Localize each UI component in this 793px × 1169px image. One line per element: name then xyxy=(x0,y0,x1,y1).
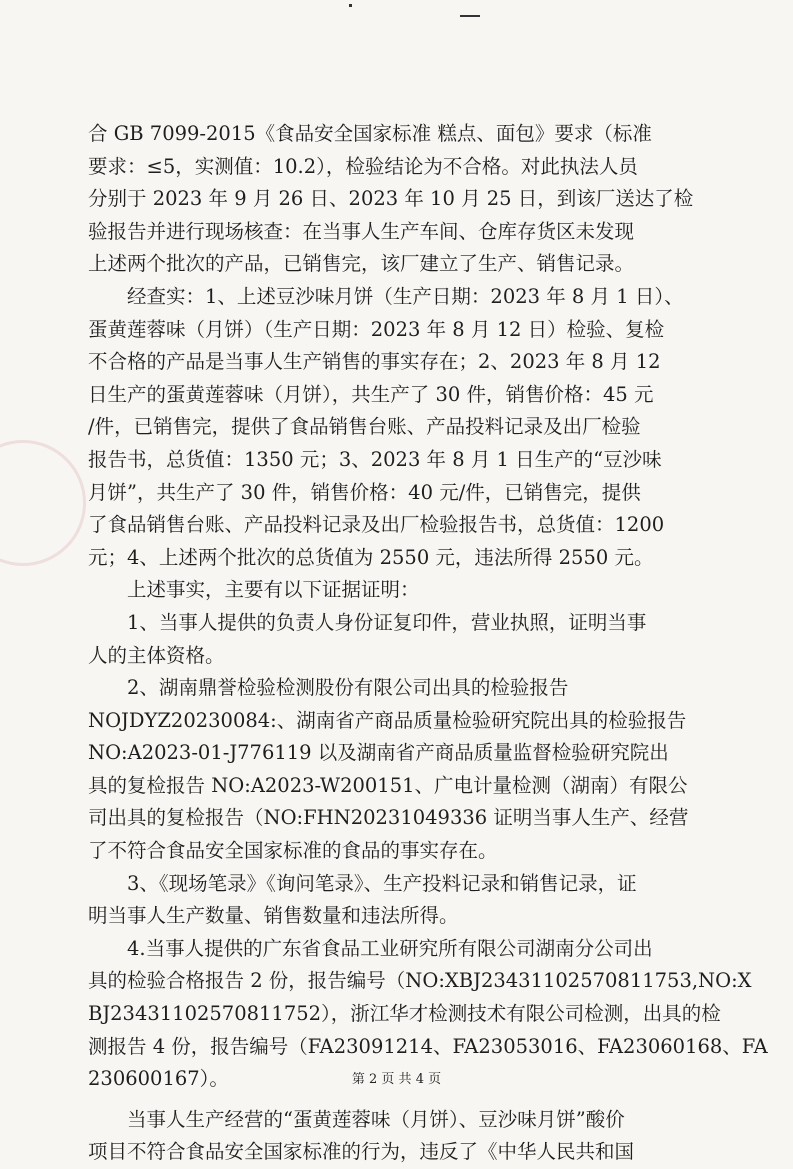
text-line: 上述事实，主要有以下证据证明： xyxy=(127,578,420,602)
scan-speck xyxy=(460,15,480,17)
text-line: 合 GB 7099-2015《食品安全国家标准 糕点、面包》要求（标准 xyxy=(88,122,652,145)
text-line: 人的主体资格。 xyxy=(88,643,225,667)
text-line: 了不符合食品安全国家标准的食品的事实存在。 xyxy=(88,839,498,863)
text-line: 1、当事人提供的负责人身份证复印件，营业执照，证明当事 xyxy=(127,610,647,634)
text-line: 3、《现场笔录》《询问笔录》、生产投料记录和销售记录，证 xyxy=(127,871,637,895)
text-line: BJ23431102570811752），浙江华才检测技术有限公司检测，出具的检 xyxy=(88,1002,721,1026)
text-line: 元；4、上述两个批次的总货值为 2550 元，违法所得 2550 元。 xyxy=(88,545,654,569)
text-line: NO:A2023-01-J776119 以及湖南省产商品质量监督检验研究院出 xyxy=(88,741,669,765)
text-line: 司出具的复检报告（NO:FHN20231049336 证明当事人生产、经营 xyxy=(88,806,689,830)
text-line: NOJDYZ20230084:、湖南省产商品质量检验研究院出具的检验报告 xyxy=(88,708,687,732)
text-line: 测报告 4 份，报告编号（FA23091214、FA23053016、FA23060168、FA xyxy=(88,1034,768,1058)
text-line: 经查实：1、上述豆沙味月饼（生产日期：2023 年 8 月 1 日）、 xyxy=(127,284,684,308)
text-line: 日生产的蛋黄莲蓉味（月饼），共生产了 30 件，销售价格：45 元 xyxy=(88,382,654,406)
text-line: 报告书，总货值：1350 元；3、2023 年 8 月 1 日生产的“豆沙味 xyxy=(88,447,662,471)
page-number: 第 2 页 共 4 页 xyxy=(351,1072,442,1087)
text-line: 2、湖南鼎誉检验检测股份有限公司出具的检验报告 xyxy=(127,676,569,700)
text-line: 当事人生产经营的“蛋黄莲蓉味（月饼）、豆沙味月饼”酸价 xyxy=(127,1107,625,1131)
text-line: 蛋黄莲蓉味（月饼）（生产日期：2023 年 8 月 12 日）检验、复检 xyxy=(88,317,665,341)
text-line: 上述两个批次的产品，已销售完，该厂建立了生产、销售记录。 xyxy=(88,252,635,276)
text-line: 验报告并进行现场核查：在当事人生产车间、仓库存货区未发现 xyxy=(88,219,635,243)
document-body xyxy=(88,118,768,1169)
text-line: 了食品销售台账、产品投料记录及出厂检验报告书，总货值：1200 xyxy=(88,513,665,537)
text-line: 不合格的产品是当事人生产销售的事实存在；2、2023 年 8 月 12 xyxy=(88,350,661,374)
text-line: 要求：≤5，实测值：10.2），检验结论为不合格。对此执法人员 xyxy=(88,154,638,178)
text-line: 230600167）。 xyxy=(88,1067,229,1091)
text-line: /件，已销售完，提供了食品销售台账、产品投料记录及出厂检验 xyxy=(88,415,641,439)
text-line: 具的复检报告 NO:A2023-W200151、广电计量检测（湖南）有限公 xyxy=(88,773,688,797)
text-line: 4.当事人提供的广东省食品工业研究所有限公司湖南分公司出 xyxy=(127,936,653,960)
paragraph-gap xyxy=(88,1096,694,1104)
text-line: 月饼”，共生产了 30 件，销售价格：40 元/件，已销售完，提供 xyxy=(88,480,641,504)
scan-speck xyxy=(349,4,352,7)
faint-seal-mark xyxy=(0,440,86,566)
text-line: 明当事人生产数量、销售数量和违法所得。 xyxy=(88,904,459,928)
text-line: 分别于 2023 年 9 月 26 日、2023 年 10 月 25 日，到该厂送达了检 xyxy=(88,187,694,211)
text-line: 项目不符合食品安全国家标准的行为，违反了《中华人民共和国 xyxy=(88,1140,635,1164)
text-line: 具的检验合格报告 2 份，报告编号（NO:XBJ23431102570811753,NO:X xyxy=(88,969,752,993)
